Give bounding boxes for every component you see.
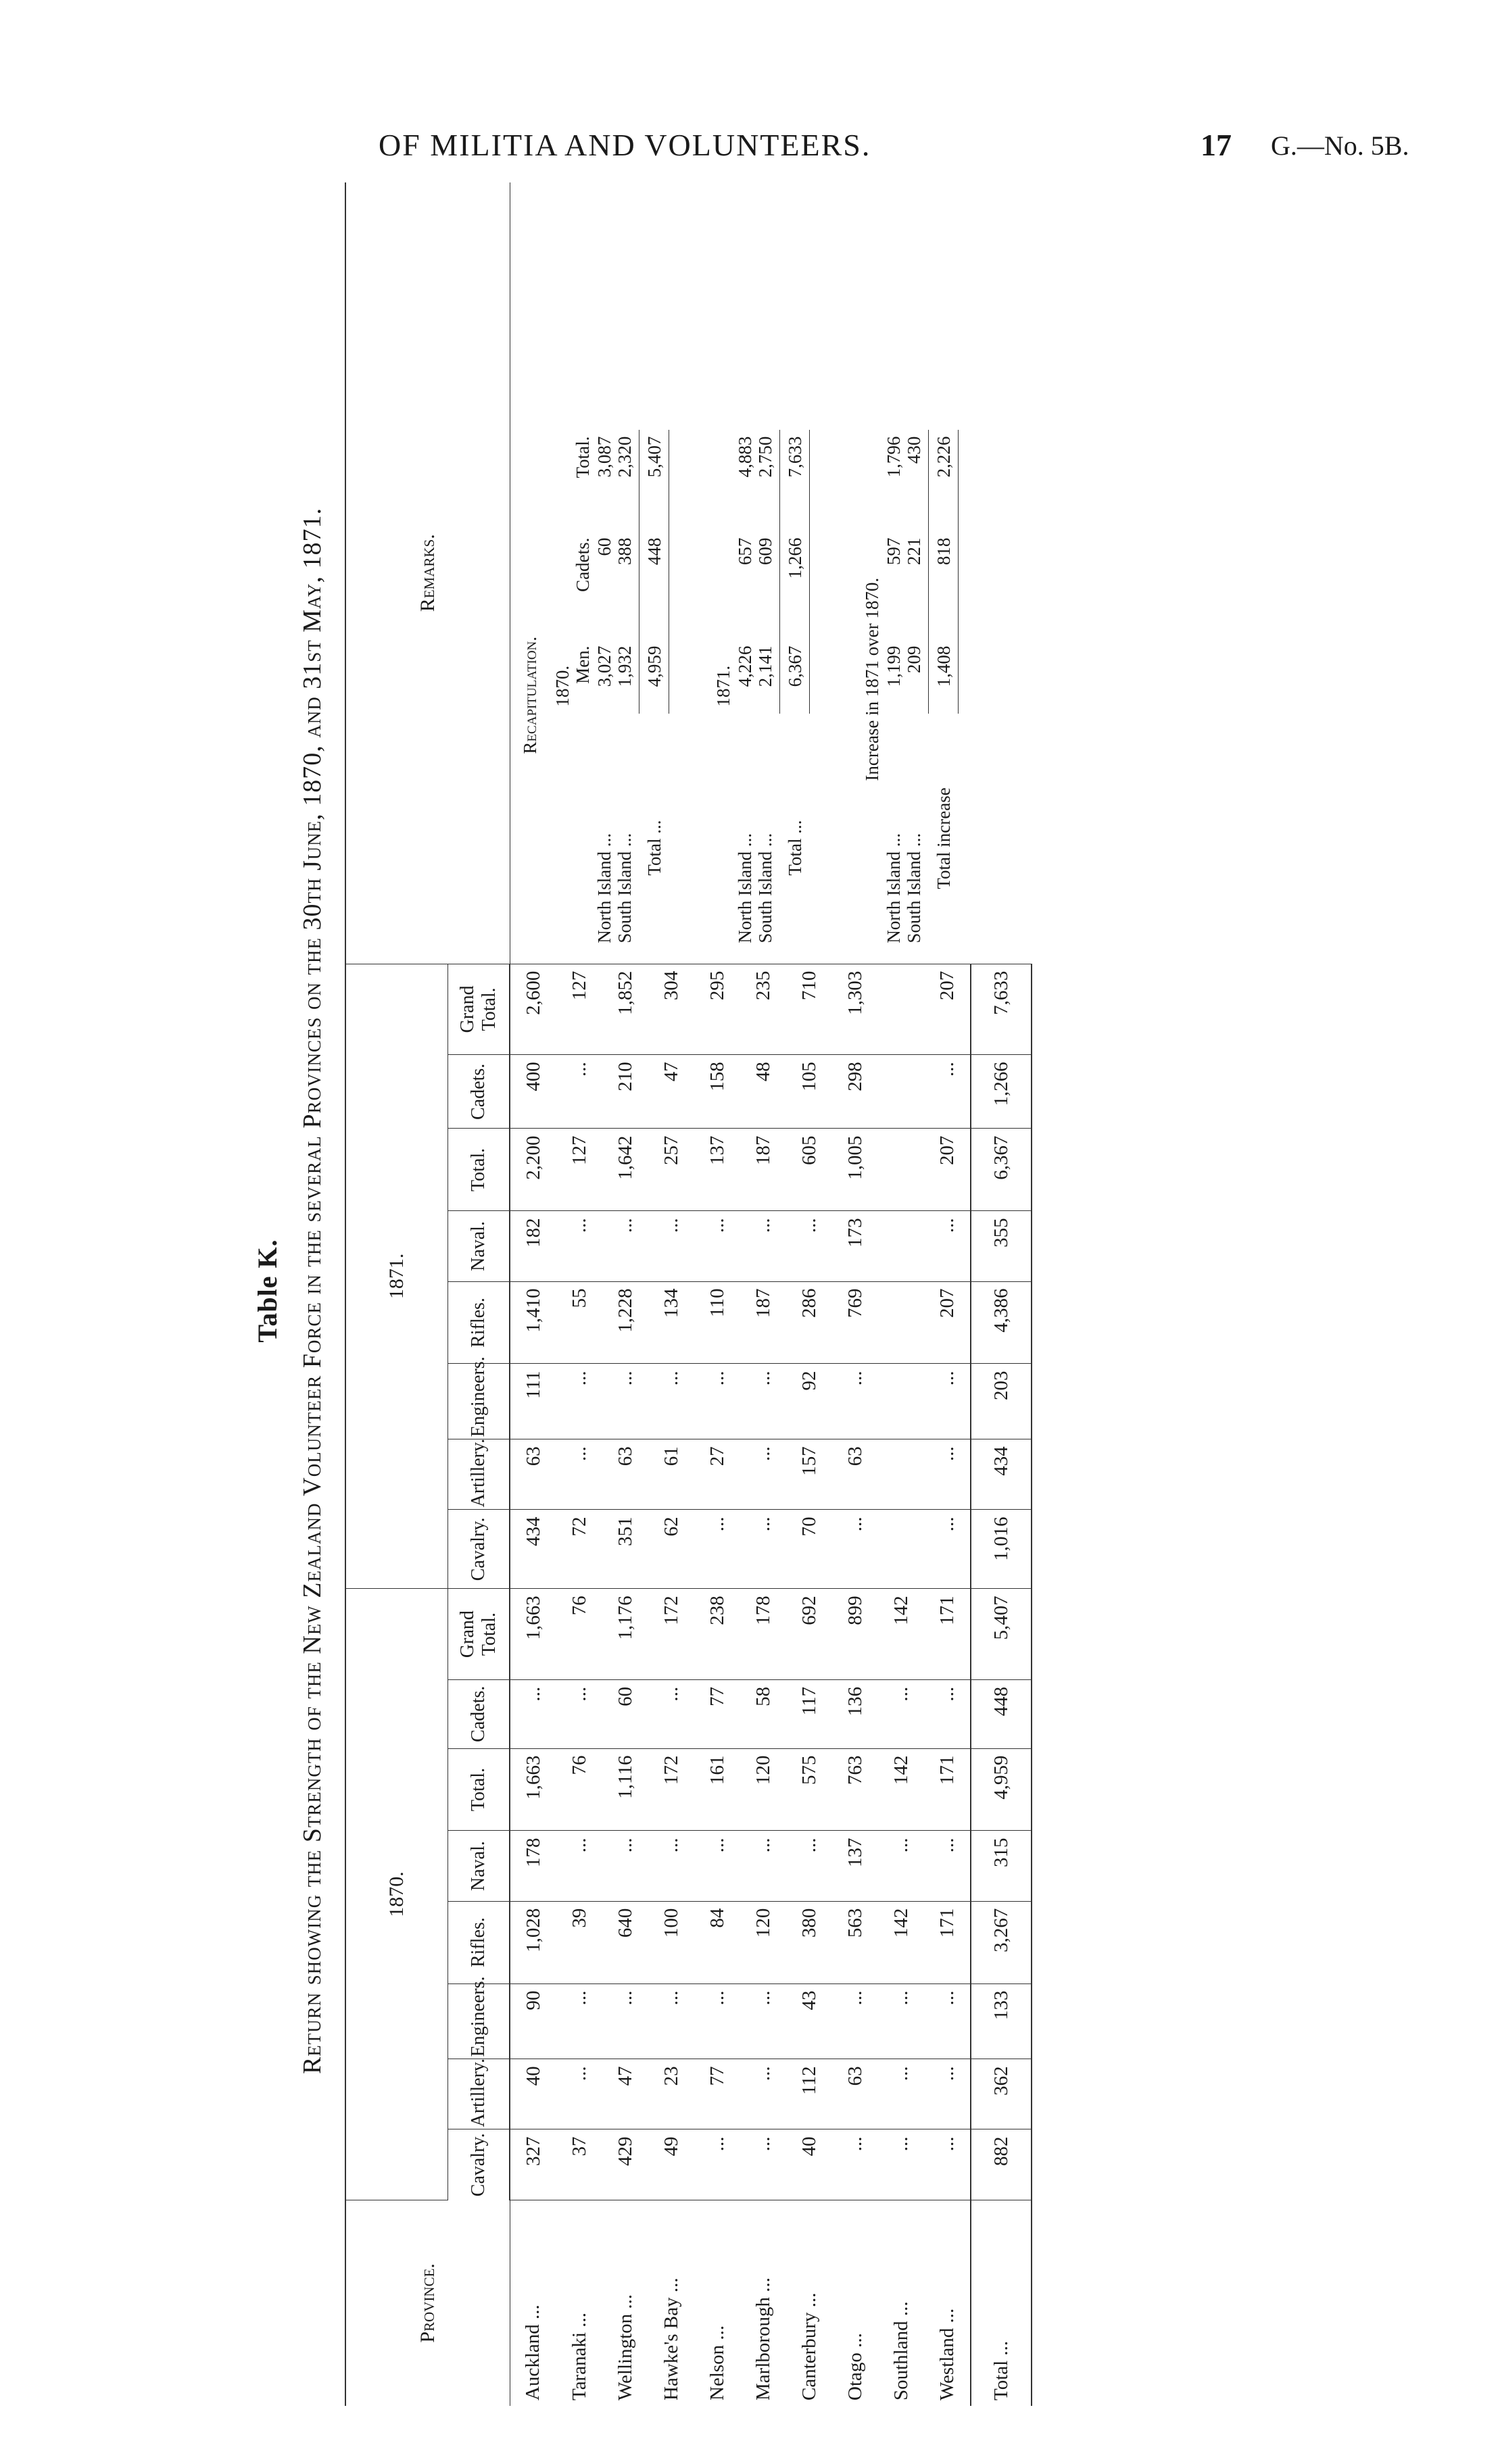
value-cell: 171 — [924, 1748, 971, 1831]
value-cell: 1,005 — [832, 1129, 878, 1211]
value-cell: 207 — [924, 1281, 971, 1364]
value-cell: ... — [740, 1983, 786, 2059]
value-cell: 257 — [648, 1129, 694, 1211]
value-cell: ... — [878, 1679, 924, 1748]
value-cell: 39 — [556, 1901, 602, 1983]
value-cell: 172 — [648, 1748, 694, 1831]
year-1871-header: 1871. — [345, 964, 448, 1589]
value-cell: ... — [740, 1510, 786, 1589]
value-cell: 70 — [786, 1510, 832, 1589]
value-cell: 58 — [740, 1679, 786, 1748]
recap-title: Recapitulation. — [519, 636, 540, 754]
value-cell: 2,600 — [510, 964, 556, 1055]
value-cell: 238 — [694, 1589, 740, 1680]
value-cell: ... — [694, 1364, 740, 1439]
value-cell — [878, 1129, 924, 1211]
value-cell: 63 — [510, 1439, 556, 1510]
value-cell: 1,642 — [602, 1129, 648, 1211]
value-cell: ... — [924, 1831, 971, 1901]
value-cell: ... — [786, 1831, 832, 1901]
value-cell: 710 — [786, 964, 832, 1055]
value-cell: ... — [694, 1211, 740, 1281]
value-cell — [878, 1281, 924, 1364]
value-cell: 171 — [924, 1589, 971, 1680]
value-cell: 2,200 — [510, 1129, 556, 1211]
value-cell: 120 — [740, 1901, 786, 1983]
value-cell: ... — [648, 1364, 694, 1439]
recap-value: 209 — [903, 645, 924, 674]
value-cell: 3,267 — [971, 1901, 1032, 1983]
value-cell: 72 — [556, 1510, 602, 1589]
value-cell: ... — [694, 1510, 740, 1589]
col-header: Cavalry. — [448, 2129, 510, 2200]
value-cell: 6,367 — [971, 1129, 1032, 1211]
recap-label: South Island ... — [754, 833, 775, 943]
value-cell: 61 — [648, 1439, 694, 1510]
col-header: Engineers. — [448, 1983, 510, 2059]
col-header: Grand Total. — [448, 964, 510, 1055]
value-cell: 187 — [740, 1129, 786, 1211]
value-cell: 362 — [971, 2059, 1032, 2129]
recap-value: 657 — [734, 537, 755, 566]
value-cell: 37 — [556, 2129, 602, 2200]
recap-col-men: Men. — [572, 645, 593, 684]
value-cell: ... — [602, 1211, 648, 1281]
volunteer-strength-table — [345, 182, 1032, 2406]
value-cell: 235 — [740, 964, 786, 1055]
province-cell: Taranaki ... — [568, 2312, 590, 2400]
recap-value: 4,226 — [734, 645, 755, 687]
value-cell: ... — [556, 1211, 602, 1281]
recap-col-total: Total. — [572, 436, 593, 478]
province-cell: Total ... — [971, 2200, 1032, 2406]
recap-value: 430 — [903, 436, 924, 464]
recap-value: 221 — [903, 537, 924, 566]
value-cell: 882 — [971, 2129, 1032, 2200]
value-cell: 1,266 — [971, 1055, 1032, 1129]
value-cell: 120 — [740, 1748, 786, 1831]
value-cell: ... — [602, 1983, 648, 2059]
value-cell: ... — [648, 1211, 694, 1281]
value-cell: ... — [924, 1439, 971, 1510]
value-cell: 48 — [740, 1055, 786, 1129]
value-cell — [878, 964, 924, 1055]
province-cell: Otago ... — [844, 2333, 866, 2400]
value-cell: 134 — [648, 1281, 694, 1364]
value-cell: 575 — [786, 1748, 832, 1831]
col-header: Artillery. — [448, 2059, 510, 2129]
value-cell: ... — [510, 1679, 556, 1748]
value-cell: ... — [832, 1983, 878, 2059]
recap-rule — [928, 430, 929, 714]
value-cell: ... — [878, 1831, 924, 1901]
remarks-cell — [510, 182, 1032, 964]
recap-label: North Island ... — [734, 833, 755, 943]
value-cell: ... — [924, 2129, 971, 2200]
value-cell: 23 — [648, 2059, 694, 2129]
value-cell: 112 — [786, 2059, 832, 2129]
value-cell: ... — [924, 2059, 971, 2129]
recap-year-1870: 1870. — [552, 665, 573, 707]
value-cell: 355 — [971, 1211, 1032, 1281]
value-cell: 142 — [878, 1748, 924, 1831]
recap-rule — [958, 430, 959, 714]
value-cell: 84 — [694, 1901, 740, 1983]
value-cell: 62 — [648, 1510, 694, 1589]
value-cell: 1,116 — [602, 1748, 648, 1831]
value-cell: ... — [556, 1364, 602, 1439]
value-cell: 110 — [694, 1281, 740, 1364]
value-cell: ... — [694, 1831, 740, 1901]
remarks-header: Remarks. — [345, 182, 510, 964]
page-number: 17 — [1201, 128, 1232, 162]
value-cell: 40 — [786, 2129, 832, 2200]
value-cell: 187 — [740, 1281, 786, 1364]
value-cell: 1,663 — [510, 1589, 556, 1680]
value-cell: ... — [556, 2059, 602, 2129]
value-cell: 182 — [510, 1211, 556, 1281]
year-1870-header: 1870. — [345, 1589, 448, 2200]
value-cell: ... — [694, 1983, 740, 2059]
col-header: Cadets. — [448, 1679, 510, 1748]
col-header: Total. — [448, 1748, 510, 1831]
value-cell: 4,386 — [971, 1281, 1032, 1364]
col-header: Naval. — [448, 1831, 510, 1901]
recap-value: 1,199 — [883, 645, 904, 687]
recap-value: 2,141 — [754, 645, 775, 687]
col-header: Rifles. — [448, 1281, 510, 1364]
value-cell: 27 — [694, 1439, 740, 1510]
value-cell: 380 — [786, 1901, 832, 1983]
value-cell: 605 — [786, 1129, 832, 1211]
value-cell: ... — [556, 1983, 602, 2059]
value-cell: ... — [832, 1364, 878, 1439]
value-cell: 55 — [556, 1281, 602, 1364]
recap-value: 1,796 — [883, 436, 904, 478]
value-cell — [878, 1439, 924, 1510]
value-cell: 43 — [786, 1983, 832, 2059]
value-cell: 203 — [971, 1364, 1032, 1439]
province-cell: Westland ... — [936, 2308, 958, 2400]
value-cell: 63 — [832, 2059, 878, 2129]
value-cell: 127 — [556, 1129, 602, 1211]
recap-label: Total ... — [644, 820, 664, 876]
value-cell: 178 — [510, 1831, 556, 1901]
recap-value: 4,883 — [734, 436, 755, 478]
value-cell: 763 — [832, 1748, 878, 1831]
value-cell: 76 — [556, 1589, 602, 1680]
recap-value: 3,087 — [594, 436, 614, 478]
value-cell: ... — [648, 1983, 694, 2059]
value-cell: 400 — [510, 1055, 556, 1129]
value-cell: 640 — [602, 1901, 648, 1983]
value-cell: 4,959 — [971, 1748, 1032, 1831]
value-cell: 434 — [971, 1439, 1032, 1510]
value-cell: 142 — [878, 1589, 924, 1680]
value-cell: 563 — [832, 1901, 878, 1983]
value-cell: 77 — [694, 1679, 740, 1748]
recap-value: 448 — [644, 537, 664, 566]
value-cell: ... — [556, 1439, 602, 1510]
value-cell: ... — [924, 1510, 971, 1589]
recap-year-1871: 1871. — [712, 665, 733, 707]
value-cell: ... — [694, 2129, 740, 2200]
value-cell: ... — [832, 1510, 878, 1589]
value-cell: 158 — [694, 1055, 740, 1129]
value-cell: ... — [602, 1831, 648, 1901]
recap-value: 4,959 — [644, 645, 664, 687]
value-cell: ... — [648, 1679, 694, 1748]
recap-value: 60 — [594, 537, 614, 556]
value-cell: ... — [924, 1679, 971, 1748]
recap-rule — [809, 430, 810, 714]
value-cell: 210 — [602, 1055, 648, 1129]
value-cell: ... — [556, 1679, 602, 1748]
value-cell: 63 — [602, 1439, 648, 1510]
value-cell: 286 — [786, 1281, 832, 1364]
recap-label: Total ... — [784, 820, 805, 876]
page-title: OF MILITIA AND VOLUNTEERS. — [379, 128, 871, 162]
col-header: Naval. — [448, 1211, 510, 1281]
value-cell: 111 — [510, 1364, 556, 1439]
value-cell: 429 — [602, 2129, 648, 2200]
value-cell: 100 — [648, 1901, 694, 1983]
recap-value: 609 — [754, 537, 775, 566]
province-cell: Auckland ... — [522, 2305, 544, 2400]
province-cell: Hawke's Bay ... — [660, 2277, 682, 2400]
value-cell: 7,633 — [971, 964, 1032, 1055]
value-cell: 127 — [556, 964, 602, 1055]
value-cell: 1,410 — [510, 1281, 556, 1364]
recap-increase-heading: Increase in 1871 over 1870. — [861, 577, 882, 781]
value-cell: 161 — [694, 1748, 740, 1831]
recap-value: 597 — [883, 537, 904, 566]
recap-value: 7,633 — [784, 436, 805, 478]
value-cell: 448 — [971, 1679, 1032, 1748]
value-cell — [878, 1211, 924, 1281]
recap-value: 1,408 — [933, 645, 954, 687]
value-cell: ... — [924, 1983, 971, 2059]
value-cell: ... — [878, 2059, 924, 2129]
value-cell — [878, 1055, 924, 1129]
value-cell: 137 — [832, 1831, 878, 1901]
value-cell: ... — [740, 2129, 786, 2200]
province-header: Province. — [345, 2200, 510, 2406]
value-cell: 133 — [971, 1983, 1032, 2059]
value-cell: 327 — [510, 2129, 556, 2200]
recap-label: North Island ... — [883, 833, 904, 943]
recap-value: 818 — [933, 537, 954, 566]
value-cell: 899 — [832, 1589, 878, 1680]
value-cell: 136 — [832, 1679, 878, 1748]
value-cell: 173 — [832, 1211, 878, 1281]
value-cell: 298 — [832, 1055, 878, 1129]
recap-value: 2,226 — [933, 436, 954, 478]
value-cell: 117 — [786, 1679, 832, 1748]
value-cell: ... — [740, 1831, 786, 1901]
recap-value: 6,367 — [784, 645, 805, 687]
value-cell: 207 — [924, 1129, 971, 1211]
value-cell: 692 — [786, 1589, 832, 1680]
recap-rule — [779, 430, 780, 714]
recap-value: 2,320 — [614, 436, 635, 478]
value-cell: 5,407 — [971, 1589, 1032, 1680]
value-cell: 63 — [832, 1439, 878, 1510]
recap-value: 1,932 — [614, 645, 635, 687]
value-cell: ... — [648, 1831, 694, 1901]
col-header: Engineers. — [448, 1364, 510, 1439]
recap-label: South Island ... — [903, 833, 924, 943]
value-cell: 40 — [510, 2059, 556, 2129]
value-cell: 1,303 — [832, 964, 878, 1055]
value-cell: 315 — [971, 1831, 1032, 1901]
recap-value: 1,266 — [784, 537, 805, 579]
value-cell: 1,016 — [971, 1510, 1032, 1589]
value-cell: 47 — [648, 1055, 694, 1129]
province-cell: Canterbury ... — [798, 2292, 820, 2400]
value-cell: 207 — [924, 964, 971, 1055]
province-cell: Marlborough ... — [752, 2277, 774, 2400]
recap-value: 3,027 — [594, 645, 614, 687]
value-cell: ... — [556, 1055, 602, 1129]
value-cell: 47 — [602, 2059, 648, 2129]
value-cell: 92 — [786, 1364, 832, 1439]
value-cell: ... — [740, 1364, 786, 1439]
value-cell: 769 — [832, 1281, 878, 1364]
value-cell: 76 — [556, 1748, 602, 1831]
recap-label: South Island ... — [614, 833, 635, 943]
value-cell: ... — [740, 2059, 786, 2129]
value-cell: ... — [832, 2129, 878, 2200]
value-cell: 137 — [694, 1129, 740, 1211]
recap-value: 5,407 — [644, 436, 664, 478]
recap-value: 388 — [614, 537, 635, 566]
value-cell: ... — [740, 1211, 786, 1281]
value-cell: ... — [878, 2129, 924, 2200]
value-cell: ... — [878, 1983, 924, 2059]
value-cell: ... — [786, 1211, 832, 1281]
value-cell: ... — [602, 1364, 648, 1439]
value-cell: ... — [556, 1831, 602, 1901]
col-header: Grand Total. — [448, 1589, 510, 1680]
col-header: Cadets. — [448, 1055, 510, 1129]
value-cell: 1,663 — [510, 1748, 556, 1831]
value-cell: 351 — [602, 1510, 648, 1589]
value-cell: 105 — [786, 1055, 832, 1129]
page-header — [0, 127, 1500, 181]
col-header: Artillery. — [448, 1439, 510, 1510]
province-cell: Southland ... — [890, 2301, 912, 2400]
province-cell: Wellington ... — [614, 2294, 636, 2400]
table-label: Table K. — [252, 1239, 283, 1343]
rotated-table-block — [237, 176, 1115, 2406]
value-cell: 434 — [510, 1510, 556, 1589]
value-cell: ... — [924, 1055, 971, 1129]
value-cell: ... — [924, 1211, 971, 1281]
document-code: G.—No. 5B. — [1271, 130, 1409, 161]
col-header: Total. — [448, 1129, 510, 1211]
value-cell: 49 — [648, 2129, 694, 2200]
table-description: Return showing the Strength of the New Zealand Volunteer Force in the several Provinces on the 30th June, 1870, and 31st May, 1871. — [298, 507, 326, 2075]
value-cell: 171 — [924, 1901, 971, 1983]
table-body — [510, 182, 1032, 2406]
province-cell: Nelson ... — [706, 2325, 728, 2400]
value-cell: 304 — [648, 964, 694, 1055]
value-cell: 178 — [740, 1589, 786, 1680]
value-cell — [878, 1510, 924, 1589]
value-cell: 90 — [510, 1983, 556, 2059]
value-cell: 60 — [602, 1679, 648, 1748]
col-header: Rifles. — [448, 1901, 510, 1983]
value-cell: ... — [740, 1439, 786, 1510]
value-cell: 172 — [648, 1589, 694, 1680]
recap-value: 2,750 — [754, 436, 775, 478]
recap-label: North Island ... — [594, 833, 614, 943]
value-cell: 295 — [694, 964, 740, 1055]
value-cell: 1,852 — [602, 964, 648, 1055]
recap-label: Total increase — [933, 787, 954, 889]
value-cell: 157 — [786, 1439, 832, 1510]
value-cell: 1,228 — [602, 1281, 648, 1364]
value-cell: 77 — [694, 2059, 740, 2129]
value-cell: 1,028 — [510, 1901, 556, 1983]
col-header: Cavalry. — [448, 1510, 510, 1589]
table-row — [510, 182, 556, 2406]
value-cell: 142 — [878, 1901, 924, 1983]
value-cell: 1,176 — [602, 1589, 648, 1680]
value-cell: ... — [924, 1364, 971, 1439]
value-cell — [878, 1364, 924, 1439]
recap-col-cadets: Cadets. — [572, 537, 593, 592]
